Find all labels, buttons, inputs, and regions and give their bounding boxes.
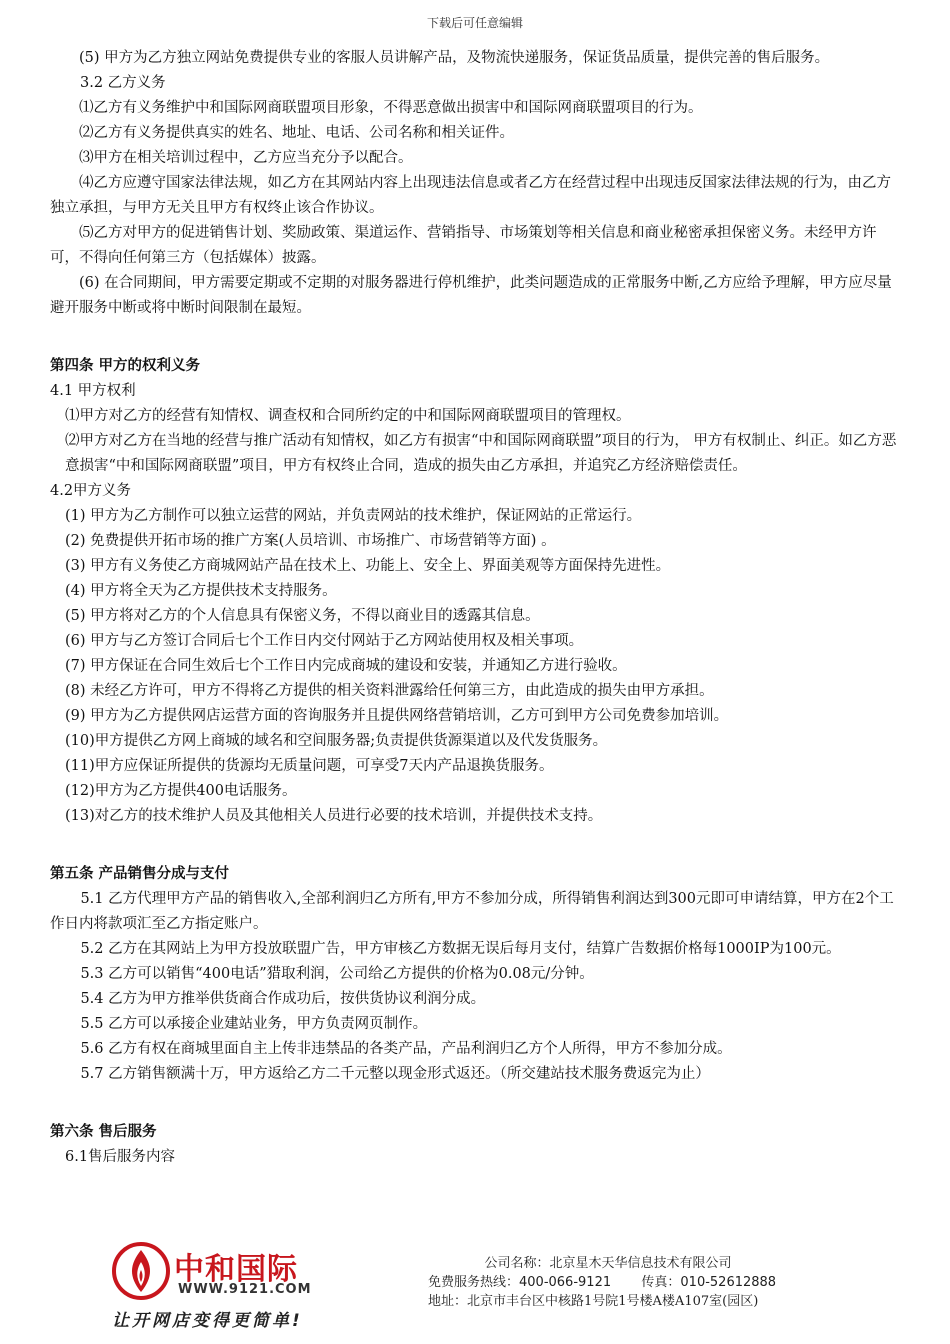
clause-3-2-item: ⑷乙方应遵守国家法律法规，如乙方在其网站内容上出现违法信息或者乙方在经营过程中出现违反国家法律法规的行为，由乙方独立承担，与甲方无关且甲方有权终止该合作协议。 (50, 175, 891, 216)
company-name: 公司名称：北京星木天华信息技术有限公司 (484, 1256, 732, 1271)
clause-4-2-item: (10)甲方提供乙方网上商城的域名和空间服务器;负责提供货源渠道以及代发货服务。 (65, 733, 608, 749)
clause-4-1-item: ⑵甲方对乙方在当地的经营与推广活动有知情权，如乙方有损害“中和国际网商联盟”项目的行为， 甲方有权制止、纠正。如乙方恶意损害“中和国际网商联盟”项目，甲方有权终止合同，造成的损失由乙方承担，并追究乙方经济赔偿责任。 (65, 433, 897, 474)
clause-4-2-item: (9) 甲方为乙方提供网店运营方面的咨询服务并且提供网络营销培训，乙方可到甲方公司免费参加培训。 (65, 708, 729, 724)
contact-line (428, 1273, 788, 1292)
clause-5-item: 5.5 乙方可以承接企业建站业务，甲方负责网页制作。 (80, 1016, 428, 1032)
company-logo (112, 1242, 322, 1334)
article-5-heading: 第五条 产品销售分成与支付 (50, 866, 230, 882)
clause-3-2-item: ⑶甲方在相关培训过程中，乙方应当充分予以配合。 (79, 150, 413, 166)
document-body (50, 46, 904, 1170)
page-header: 下载后可任意编辑 (426, 16, 523, 30)
clause-3-2-item: ⑸乙方对甲方的促进销售计划、奖励政策、渠道运作、营销指导、市场策划等相关信息和商业秘密承担保密义务。未经甲方许可，不得向任何第三方（包括媒体）披露。 (50, 225, 877, 266)
clause-4-2-item: (3) 甲方有义务使乙方商城网站产品在技术上、功能上、安全上、界面美观等方面保持先进性。 (65, 558, 671, 574)
article-6-heading: 第六条 售后服务 (50, 1124, 157, 1140)
clause-4-2-item: (1) 甲方为乙方制作可以独立运营的网站，并负责网站的技术维护，保证网站的正常运行。 (65, 508, 642, 524)
clause-5-item: 5.1 乙方代理甲方产品的销售收入,全部利润归乙方所有,甲方不参加分成，所得销售利润达到300元即可申请结算，甲方在2个工作日内将款项汇至乙方指定账户。 (50, 891, 894, 932)
logo-text: 中和国际 (174, 1252, 298, 1287)
clause-4-2-item: (2) 免费提供开拓市场的推广方案(人员培训、市场推广、市场营销等方面) 。 (65, 533, 556, 549)
clause-4-2-item: (12)甲方为乙方提供400电话服务。 (65, 783, 297, 799)
clause-4-2-item: (13)对乙方的技术维护人员及其他相关人员进行必要的技术培训，并提供技术支持。 (65, 808, 603, 824)
clause-3-2-heading: 3.2 乙方义务 (80, 75, 166, 91)
hotline-label: 免费服务热线： (428, 1275, 520, 1290)
clause-4-1-heading: 4.1 甲方权利 (50, 383, 136, 399)
clause-4-2-item: (8) 未经乙方许可，甲方不得将乙方提供的相关资料泄露给任何第三方，由此造成的损失由甲方承担。 (65, 683, 714, 699)
logo-slogan: 让开网店变得更简单! (112, 1311, 303, 1331)
clause-3-2-item: ⑵乙方有义务提供真实的姓名、地址、电话、公司名称和相关证件。 (79, 125, 514, 141)
clause-5-item: 5.2 乙方在其网站上为甲方投放联盟广告，甲方审核乙方数据无误后每月支付，结算广告数据价格每1000IP为100元。 (80, 941, 841, 957)
logo-url: WWW.9121.COM (178, 1282, 312, 1297)
flame-logo-icon (112, 1242, 170, 1300)
page-footer (0, 1232, 950, 1344)
clause-4-2-heading: 4.2甲方义务 (50, 483, 132, 499)
company-address: 地址：北京市丰台区中核路1号院1号楼A楼A107室(园区) (428, 1294, 759, 1309)
fax-label: 传真： (641, 1275, 681, 1290)
clause-4-2-item: (6) 甲方与乙方签订合同后七个工作日内交付网站于乙方网站使用权及相关事项。 (65, 633, 584, 649)
clause-5-item: 5.4 乙方为甲方推举供货商合作成功后，按供货协议利润分成。 (80, 991, 486, 1007)
hotline-number: 400-066-9121 (519, 1275, 612, 1290)
fax-number: 010-52612888 (680, 1275, 777, 1290)
clause-5-item: 5.6 乙方有权在商城里面自主上传非违禁品的各类产品，产品利润归乙方个人所得，甲方不参加分成。 (80, 1041, 732, 1057)
company-info (428, 1254, 788, 1311)
clause-3-2-item: ⑴乙方有义务维护中和国际网商联盟项目形象，不得恶意做出损害中和国际网商联盟项目的行为。 (79, 100, 703, 116)
clause-4-2-item: (7) 甲方保证在合同生效后七个工作日内完成商城的建设和安装，并通知乙方进行验收。 (65, 658, 627, 674)
clause-3-2-item: (6) 在合同期间，甲方需要定期或不定期的对服务器进行停机维护，此类问题造成的正常服务中断,乙方应给予理解，甲方应尽量避开服务中断或将中断时间限制在最短。 (50, 275, 892, 316)
clause-5-item: 5.7 乙方销售额满十万，甲方返给乙方二千元整以现金形式返还。（所交建站技术服务费返完为止） (80, 1066, 710, 1082)
clause-4-1-item: ⑴甲方对乙方的经营有知情权、调查权和合同所约定的中和国际网商联盟项目的管理权。 (65, 408, 631, 424)
clause-3-1-item-5: (5) 甲方为乙方独立网站免费提供专业的客服人员讲解产品，及物流快递服务，保证货品质量，提供完善的售后服务。 (79, 50, 830, 66)
clause-4-2-item: (4) 甲方将全天为乙方提供技术支持服务。 (65, 583, 337, 599)
clause-4-2-item: (5) 甲方将对乙方的个人信息具有保密义务，不得以商业目的透露其信息。 (65, 608, 540, 624)
article-4-heading: 第四条 甲方的权利义务 (50, 358, 201, 374)
clause-6-1-heading: 6.1售后服务内容 (65, 1149, 176, 1165)
clause-5-item: 5.3 乙方可以销售“400电话”猎取利润，公司给乙方提供的价格为0.08元/分钟。 (80, 966, 594, 982)
clause-4-2-item: (11)甲方应保证所提供的货源均无质量问题，可享受7天内产品退换货服务。 (65, 758, 554, 774)
